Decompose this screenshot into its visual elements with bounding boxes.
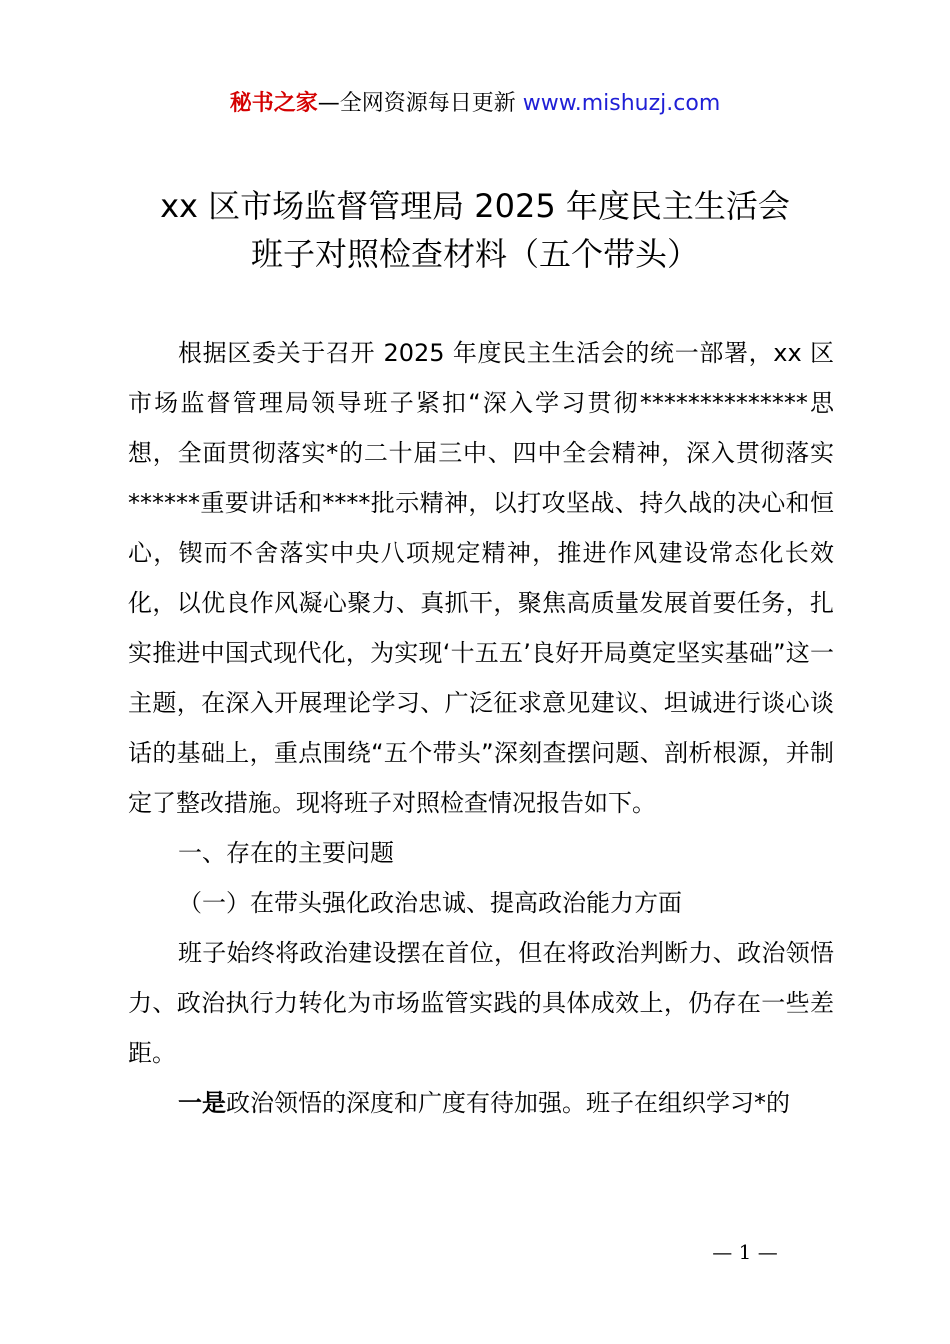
subsection-heading: （一）在带头强化政治忠诚、提高政治能力方面 — [178, 889, 682, 917]
site-header — [0, 88, 950, 120]
title-line-1: xx 区市场监督管理局 2025 年度民主生活会 — [160, 187, 790, 225]
document-body — [128, 328, 834, 1128]
document-title — [0, 182, 950, 278]
site-brand: 秘书之家 — [229, 91, 318, 116]
site-tagline: —全网资源每日更新 — [317, 91, 516, 116]
point-lead: 一是 — [178, 1089, 226, 1117]
section-heading: 一、存在的主要问题 — [178, 839, 394, 867]
page-number: — 1 — — [712, 1240, 778, 1264]
point-text: 政治领悟的深度和广度有待加强。班子在组织学习*的 — [226, 1089, 790, 1117]
intro-paragraph: 根据区委关于召开 2025 年度民主生活会的统一部署，xx 区市场监督管理局领导班子紧扣“深入学习贯彻**************思想，全面贯彻落实*的二十届三中、四中全会精神，深入贯彻落实******重要讲话和****批示精神，以打攻坚战、持久战的决心和恒心，锲而不舍落实中央八项规定精神，推进作风建设常态化长效化，以优良作风凝心聚力、真抓干，聚焦高质量发展首要任务，扎实推进中国式现代化，为实现‘十五五’良好开局奠定坚实基础”这一主题，在深入开展理论学习、广泛征求意见建议、坦诚进行谈心谈话的基础上，重点围绕“五个带头”深刻查摆问题、剖析根源，并制定了整改措施。现将班子对照检查情况报告如下。 — [128, 339, 834, 817]
title-line-2: 班子对照检查材料（五个带头） — [250, 235, 699, 273]
point-paragraph — [128, 1078, 834, 1128]
site-url-link[interactable]: www.mishuzj.com — [522, 91, 721, 116]
body-paragraph: 班子始终将政治建设摆在首位，但在将政治判断力、政治领悟力、政治执行力转化为市场监管实践的具体成效上，仍存在一些差距。 — [128, 939, 834, 1067]
